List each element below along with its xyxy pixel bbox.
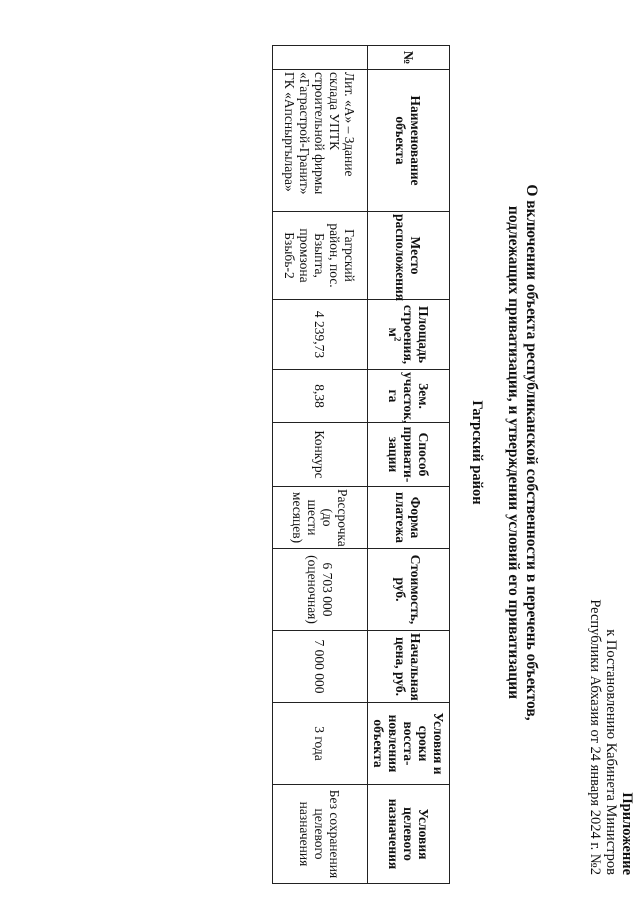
header-method: Способ привати- зации — [368, 423, 450, 487]
cell-number — [273, 46, 368, 70]
cell-name: Лит. «А» – Здание склада УПТК строительной фирмы «Гаграстрой-Гранит» ГК «Апсныргылара» — [273, 70, 368, 212]
appendix-block — [587, 599, 635, 875]
table-header-row — [368, 46, 450, 884]
appendix-line-2: Республики Абхазия от 24 января 2024 г. №2 — [587, 599, 603, 875]
cell-start-price: 7 000 000 — [273, 631, 368, 703]
cell-payment: Рассрочка (до шести месяцев) — [273, 487, 368, 549]
header-area-text: Площадь строения, м — [386, 304, 431, 365]
document-title — [504, 60, 540, 845]
header-payment: Форма платежа — [368, 487, 450, 549]
cell-location: Гагрский район, пос. Бзыпта, промзона Бзыбь-2 — [273, 212, 368, 300]
cell-method: Конкурс — [273, 423, 368, 487]
document-title-line-2: подлежащих приватизации, и утверждении условий его приватизации — [505, 205, 522, 700]
appendix-title: Приложение — [619, 792, 635, 875]
cell-area: 4 239,73 — [273, 300, 368, 370]
cell-purpose: Без сохранения целевого назначения — [273, 785, 368, 884]
cell-restoration: 3 года — [273, 703, 368, 785]
header-number: № — [368, 46, 450, 70]
header-area-sup: 2 — [392, 336, 403, 342]
header-land: Зем. участок, га — [368, 370, 450, 423]
privatization-table — [272, 45, 450, 884]
table-row — [273, 46, 368, 884]
header-name: Наименование объекта — [368, 70, 450, 212]
header-purpose: Условия целевого назначения — [368, 785, 450, 884]
header-cost: Стоимость, руб. — [368, 549, 450, 631]
cell-land: 8,38 — [273, 370, 368, 423]
header-area — [368, 300, 450, 370]
document-title-line-1: О включении объекта республиканской собственности в перечень объектов, — [523, 184, 540, 721]
header-start-price: Начальная цена, руб. — [368, 631, 450, 703]
header-restoration: Условия и сроки восста- новления объекта — [368, 703, 450, 785]
cell-cost: 6 703 000 (оценочная) — [273, 549, 368, 631]
header-location: Место расположения — [368, 212, 450, 300]
appendix-line-1: к Постановлению Кабинета Министров — [603, 629, 619, 875]
region-heading: Гагрский район — [469, 400, 485, 505]
